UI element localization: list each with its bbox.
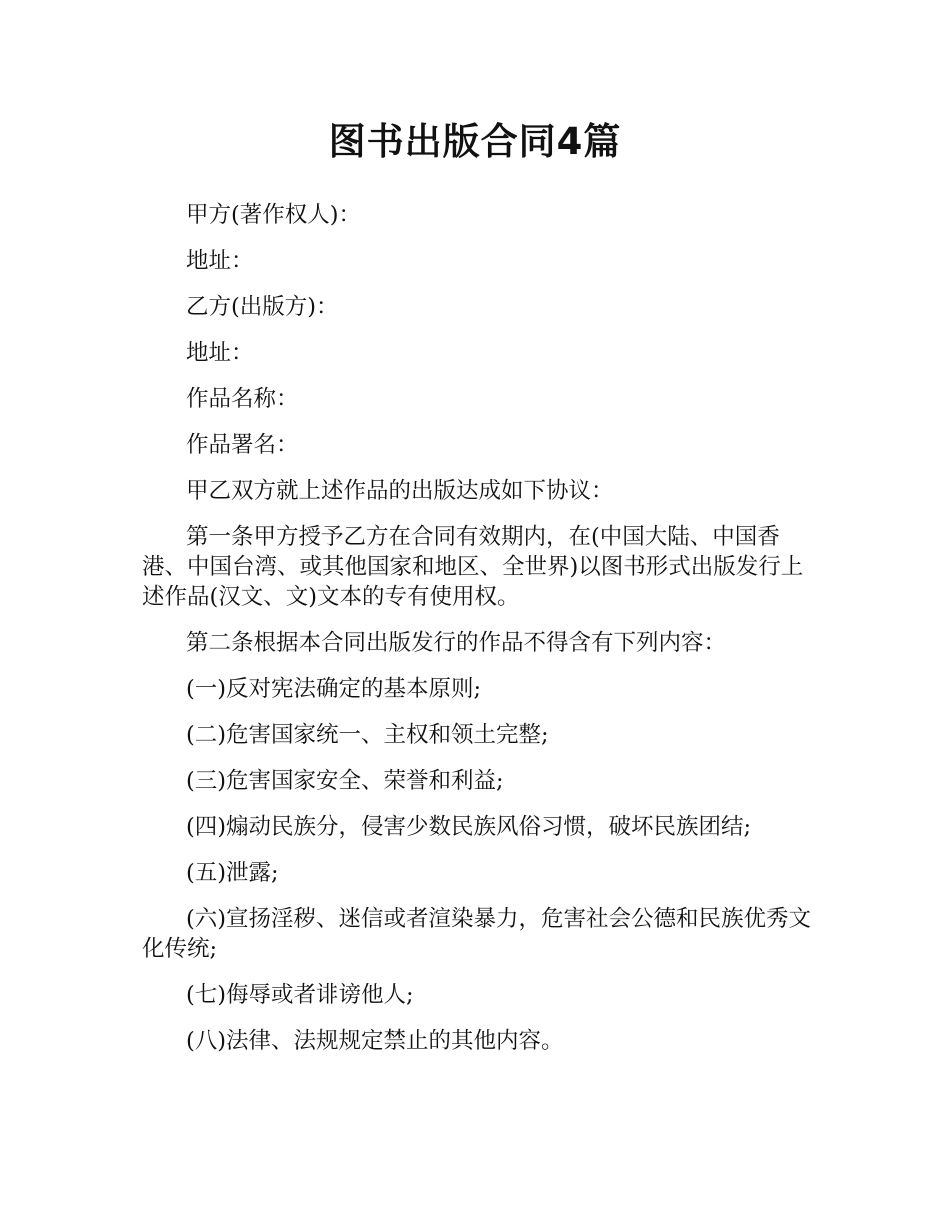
list-item-4: (四)煽动民族分，侵害少数民族风俗习惯，破坏民族团结; xyxy=(186,814,752,840)
paragraph-work-author: 作品署名： xyxy=(186,432,299,458)
list-item-2: (二)危害国家统一、主权和领土完整; xyxy=(186,722,549,748)
paragraph-agreement-intro: 甲乙双方就上述作品的出版达成如下协议： xyxy=(186,478,614,504)
document-title: 图书出版合同4篇 xyxy=(328,120,622,163)
paragraph-article-1: 第一条甲方授予乙方在合同有效期内，在(中国大陆、中国香港、中国台湾、或其他国家和地区、全世界)以图书形式出版发行上述作品(汉文、文)文本的专有使用权。 xyxy=(142,524,804,610)
list-item-6: (六)宣扬淫秽、迷信或者渲染暴力，危害社会公德和民族优秀文化传统; xyxy=(142,906,812,962)
paragraph-party-b: 乙方(出版方)： xyxy=(186,294,339,320)
paragraph-party-a-address: 地址： xyxy=(186,248,254,274)
list-item-7: (七)侮辱或者诽谤他人; xyxy=(186,982,414,1008)
list-item-1: (一)反对宪法确定的基本原则; xyxy=(186,676,482,702)
paragraph-party-a: 甲方(著作权人)： xyxy=(186,202,362,228)
document-body xyxy=(142,200,814,1072)
paragraph-article-2: 第二条根据本合同出版发行的作品不得含有下列内容： xyxy=(186,630,727,656)
paragraph-work-title: 作品名称： xyxy=(186,386,299,412)
paragraph-party-b-address: 地址： xyxy=(186,340,254,366)
list-item-3: (三)危害国家安全、荣誉和利益; xyxy=(186,768,504,794)
list-item-8: (八)法律、法规规定禁止的其他内容。 xyxy=(186,1028,564,1054)
list-item-5: (五)泄露; xyxy=(186,860,279,886)
